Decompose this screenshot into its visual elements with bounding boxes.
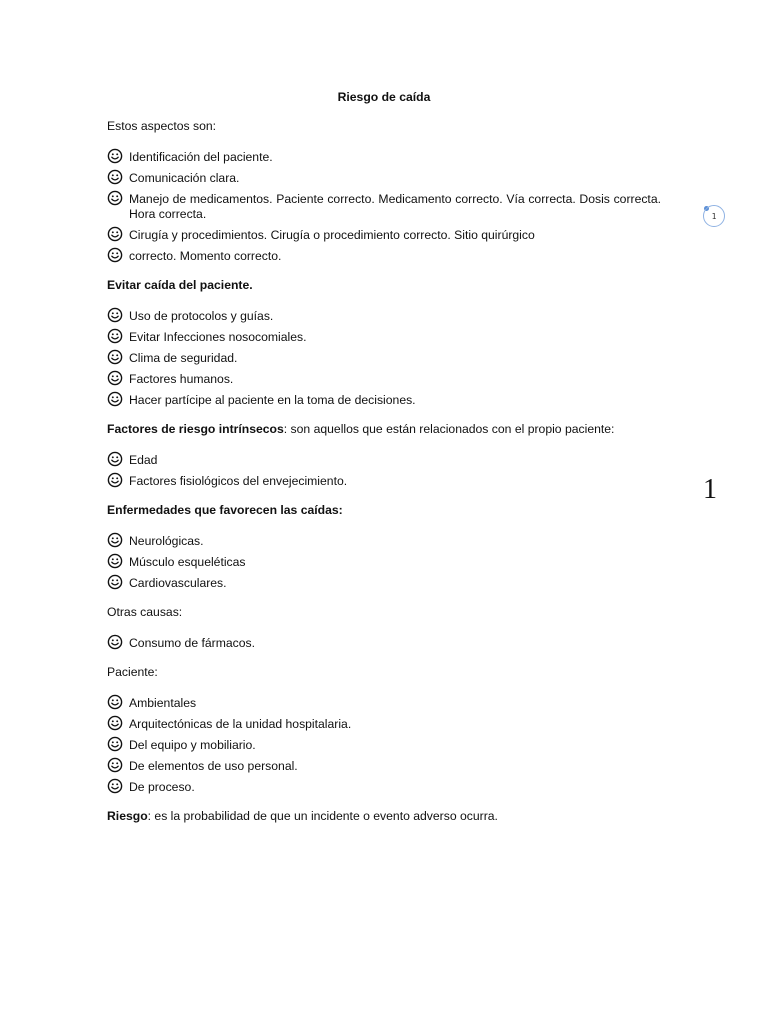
bullet-list: [107, 309, 661, 408]
section-intro-text: Paciente:: [107, 665, 158, 679]
smiley-face-icon: [107, 148, 123, 164]
list-item: [107, 780, 661, 795]
list-item: [107, 171, 661, 186]
document-body: [107, 90, 661, 844]
section-intro-text: : son aquellos que están relacionados con el propio paciente:: [283, 422, 615, 436]
closing-paragraph: [107, 809, 661, 824]
list-item: [107, 759, 661, 774]
smiley-face-icon: [107, 391, 123, 407]
smiley-face-icon: [107, 451, 123, 467]
section-intro-text: Otras causas:: [107, 605, 183, 619]
list-item: [107, 372, 661, 387]
list-item: [107, 717, 661, 732]
smiley-face-icon: [107, 349, 123, 365]
list-item-text: Edad: [129, 453, 158, 467]
smiley-face-icon: [107, 472, 123, 488]
list-item: [107, 555, 661, 570]
list-item: [107, 738, 661, 753]
list-item: [107, 249, 661, 264]
list-item: [107, 393, 661, 408]
smiley-face-icon: [107, 247, 123, 263]
section-intro-bold: Enfermedades que favorecen las caídas:: [107, 503, 343, 517]
bullet-list: [107, 696, 661, 795]
smiley-face-icon: [107, 226, 123, 242]
smiley-face-icon: [107, 553, 123, 569]
section-intro: [107, 422, 661, 437]
section-intro: [107, 119, 661, 134]
list-item-text: Del equipo y mobiliario.: [129, 738, 256, 752]
list-item-text: De elementos de uso personal.: [129, 759, 298, 773]
list-item: [107, 474, 661, 489]
list-item-text: Comunicación clara.: [129, 171, 240, 185]
section-intro: [107, 605, 661, 620]
list-item: [107, 534, 661, 549]
page-number: 1: [703, 474, 717, 505]
bullet-list: [107, 636, 661, 651]
list-item-text: Factores fisiológicos del envejecimiento.: [129, 474, 348, 488]
list-item-text: Factores humanos.: [129, 372, 234, 386]
section-intro: [107, 665, 661, 680]
list-item: [107, 228, 661, 243]
smiley-face-icon: [107, 736, 123, 752]
list-item-text: Hacer partícipe al paciente en la toma de decisiones.: [129, 393, 416, 407]
list-item: [107, 696, 661, 711]
bullet-list: [107, 150, 661, 264]
list-item: [107, 309, 661, 324]
list-item-text: correcto. Momento correcto.: [129, 249, 282, 263]
list-item-text: Neurológicas.: [129, 534, 204, 548]
list-item: [107, 192, 661, 222]
smiley-face-icon: [107, 328, 123, 344]
list-item-text: Manejo de medicamentos. Paciente correcto. Medicamento correcto. Vía correcta. Dosis correcta. Hora correcta.: [129, 192, 661, 221]
page-title: Riesgo de caída: [337, 90, 431, 104]
comment-marker[interactable]: [703, 205, 725, 227]
section-intro-bold: Evitar caída del paciente.: [107, 278, 253, 292]
list-item: [107, 330, 661, 345]
smiley-face-icon: [107, 307, 123, 323]
smiley-face-icon: [107, 778, 123, 794]
section-intro-text: Estos aspectos son:: [107, 119, 217, 133]
list-item-text: Músculo esqueléticas: [129, 555, 246, 569]
smiley-face-icon: [107, 694, 123, 710]
list-item-text: De proceso.: [129, 780, 195, 794]
list-item-text: Uso de protocolos y guías.: [129, 309, 274, 323]
closing-text: : es la probabilidad de que un incidente o evento adverso ocurra.: [147, 809, 498, 823]
closing-bold: Riesgo: [107, 809, 148, 823]
list-item-text: Identificación del paciente.: [129, 150, 273, 164]
list-item-text: Cardiovasculares.: [129, 576, 227, 590]
list-item: [107, 576, 661, 591]
smiley-face-icon: [107, 634, 123, 650]
smiley-face-icon: [107, 190, 123, 206]
list-item-text: Arquitectónicas de la unidad hospitalaria.: [129, 717, 352, 731]
smiley-face-icon: [107, 757, 123, 773]
list-item-text: Cirugía y procedimientos. Cirugía o procedimiento correcto. Sitio quirúrgico: [129, 228, 535, 242]
bullet-list: [107, 453, 661, 489]
list-item-text: Evitar Infecciones nosocomiales.: [129, 330, 307, 344]
smiley-face-icon: [107, 574, 123, 590]
list-item-text: Consumo de fármacos.: [129, 636, 255, 650]
bullet-list: [107, 534, 661, 591]
list-item-text: Clima de seguridad.: [129, 351, 238, 365]
section-intro-bold: Factores de riesgo intrínsecos: [107, 422, 284, 436]
list-item: [107, 453, 661, 468]
list-item: [107, 351, 661, 366]
smiley-face-icon: [107, 169, 123, 185]
smiley-face-icon: [107, 532, 123, 548]
smiley-face-icon: [107, 715, 123, 731]
list-item-text: Ambientales: [129, 696, 197, 710]
smiley-face-icon: [107, 370, 123, 386]
list-item: [107, 150, 661, 165]
section-intro: [107, 503, 661, 518]
list-item: [107, 636, 661, 651]
section-intro: [107, 278, 661, 293]
comment-marker-label: 1: [711, 211, 717, 221]
